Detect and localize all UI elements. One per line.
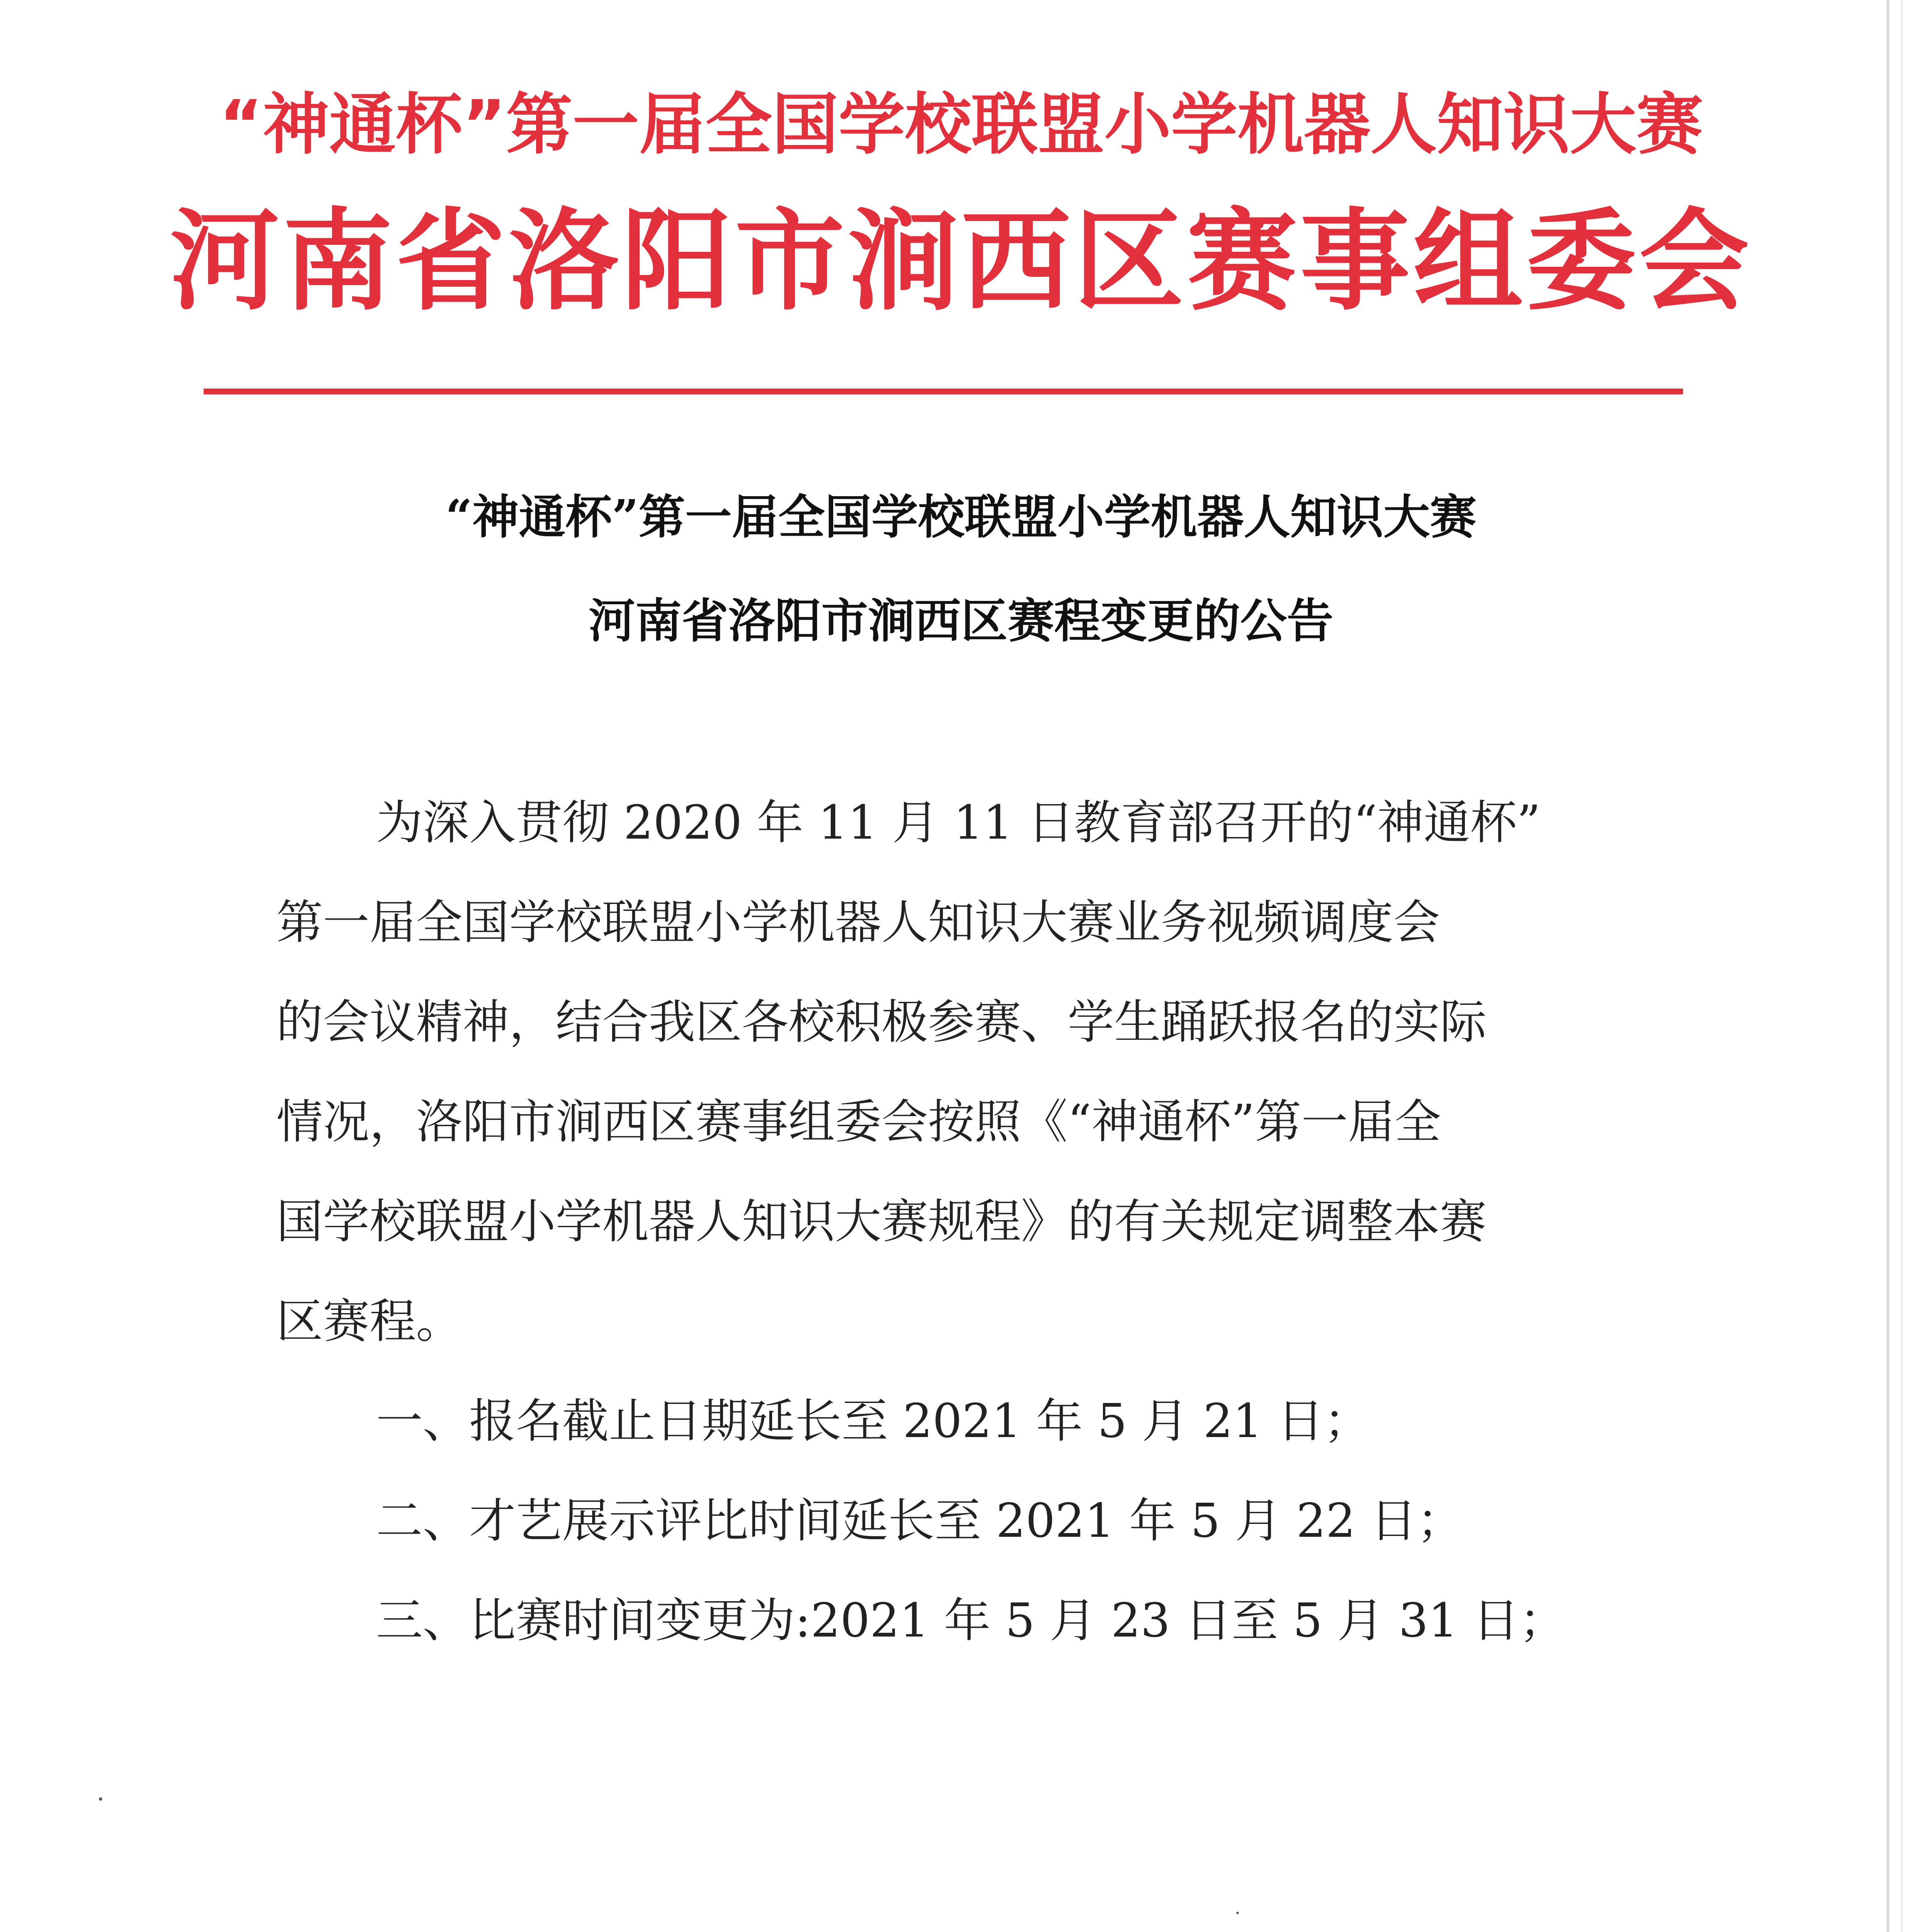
paragraph-line-2: 第一届全国学校联盟小学机器人知识大赛业务视频调度会 [276, 896, 1440, 950]
scan-speck [1236, 1912, 1239, 1914]
document-title-line-2: 河南省洛阳市涧西区赛程变更的公告 [588, 594, 1334, 648]
letterhead-subtitle: “神通杯”第一届全国学校联盟小学机器人知识大赛 [219, 86, 1703, 163]
letterhead-red-rule [204, 389, 1683, 394]
paragraph-line-1: 为深入贯彻 2020 年 11 月 11 日教育部召开的“神通杯” [376, 796, 1541, 850]
list-item-1: 一、报名截止日期延长至 2021 年 5 月 21 日； [376, 1394, 1371, 1448]
list-item-2: 二、才艺展示评比时间延长至 2021 年 5 月 22 日； [376, 1494, 1464, 1548]
scan-speck [99, 1797, 102, 1801]
document-title-line-1: “神通杯”第一届全国学校联盟小学机器人知识大赛 [445, 490, 1477, 544]
paragraph-line-5: 国学校联盟小学机器人知识大赛规程》的有关规定调整本赛 [276, 1195, 1486, 1249]
paragraph-line-3: 的会议精神，结合我区各校积极参赛、学生踊跃报名的实际 [276, 995, 1486, 1049]
list-item-3: 三、比赛时间变更为:2021 年 5 月 23 日至 5 月 31 日； [376, 1594, 1566, 1648]
paragraph-line-6: 区赛程。 [276, 1295, 463, 1349]
paragraph-line-4: 情况，洛阳市涧西区赛事组委会按照《“神通杯”第一届全 [276, 1095, 1441, 1149]
letterhead-organizer: 河南省洛阳市涧西区赛事组委会 [170, 198, 1752, 325]
